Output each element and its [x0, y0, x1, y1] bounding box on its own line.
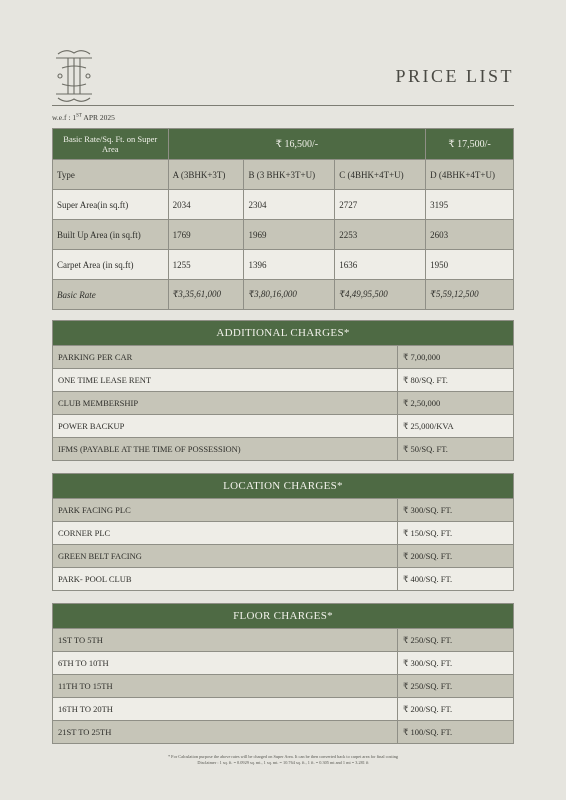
table-row	[53, 522, 514, 545]
effective-date-suffix: ST	[76, 113, 82, 119]
effective-date-prefix: w.e.f : 1	[52, 113, 77, 122]
charge-value: ₹ 100/SQ. FT.	[398, 721, 514, 744]
brand-logo-icon	[52, 46, 96, 106]
table-row	[53, 392, 514, 415]
cell-c: ₹4,49,95,500	[335, 280, 426, 310]
cell-a: 2034	[168, 190, 244, 220]
charge-label: CORNER PLC	[53, 522, 398, 545]
cell-d: 1950	[426, 250, 514, 280]
row-label: Carpet Area (in sq.ft)	[53, 250, 169, 280]
charge-value: ₹ 200/SQ. FT.	[398, 698, 514, 721]
table-row	[53, 629, 514, 652]
cell-d: ₹5,59,12,500	[426, 280, 514, 310]
location-charges-table	[52, 473, 514, 591]
charge-label: 11TH TO 15TH	[53, 675, 398, 698]
cell-c: 2727	[335, 190, 426, 220]
row-label: Basic Rate	[53, 280, 169, 310]
cell-c: 2253	[335, 220, 426, 250]
row-label: Super Area(in sq.ft)	[53, 190, 169, 220]
table-row	[53, 499, 514, 522]
charge-label: PARKING PER CAR	[53, 346, 398, 369]
cell-a: 1255	[168, 250, 244, 280]
cell-b: 1969	[244, 220, 335, 250]
table-row	[53, 415, 514, 438]
charge-label: PARK- POOL CLUB	[53, 568, 398, 591]
cell-b: ₹3,80,16,000	[244, 280, 335, 310]
table-row	[53, 675, 514, 698]
table-row	[53, 250, 514, 280]
cell-type-a: A (3BHK+3T)	[168, 160, 244, 190]
table-row	[53, 652, 514, 675]
charge-label: IFMS (PAYABLE AT THE TIME OF POSSESSION)	[53, 438, 398, 461]
charge-label: POWER BACKUP	[53, 415, 398, 438]
floor-charges-table	[52, 603, 514, 744]
table-row	[53, 545, 514, 568]
cell-d: 2603	[426, 220, 514, 250]
charge-label: ONE TIME LEASE RENT	[53, 369, 398, 392]
charge-value: ₹ 250/SQ. FT.	[398, 629, 514, 652]
table-row	[53, 280, 514, 310]
effective-date-text: APR 2025	[81, 113, 115, 122]
charge-value: ₹ 25,000/KVA	[398, 415, 514, 438]
cell-type-b: B (3 BHK+3T+U)	[244, 160, 335, 190]
charge-value: ₹ 50/SQ. FT.	[398, 438, 514, 461]
table-row	[53, 369, 514, 392]
table-row	[53, 698, 514, 721]
table-row	[53, 438, 514, 461]
basic-rate-header: Basic Rate/Sq. Ft. on Super Area	[53, 129, 169, 160]
table-row	[53, 721, 514, 744]
charge-value: ₹ 200/SQ. FT.	[398, 545, 514, 568]
header-divider	[52, 105, 514, 106]
rate-group-1: ₹ 16,500/-	[168, 129, 426, 160]
page-title: PRICE LIST	[395, 66, 514, 86]
section-title: LOCATION CHARGES*	[53, 474, 514, 499]
charge-value: ₹ 300/SQ. FT.	[398, 499, 514, 522]
charge-value: ₹ 7,00,000	[398, 346, 514, 369]
table-row	[53, 160, 514, 190]
charge-value: ₹ 300/SQ. FT.	[398, 652, 514, 675]
section-title: FLOOR CHARGES*	[53, 604, 514, 629]
charge-value: ₹ 250/SQ. FT.	[398, 675, 514, 698]
price-table	[52, 128, 514, 310]
disclaimer-line-1: * For Calculation purpose the above rates will be charged on Super Area. It can be then converted back to carpet area for final costing	[167, 754, 399, 759]
cell-b: 1396	[244, 250, 335, 280]
cell-type-c: C (4BHK+4T+U)	[335, 160, 426, 190]
cell-d: 3195	[426, 190, 514, 220]
table-row	[53, 220, 514, 250]
effective-date	[52, 113, 115, 122]
charge-value: ₹ 80/SQ. FT.	[398, 369, 514, 392]
cell-a: 1769	[168, 220, 244, 250]
rate-group-2: ₹ 17,500/-	[426, 129, 514, 160]
row-label: Type	[53, 160, 169, 190]
charge-value: ₹ 150/SQ. FT.	[398, 522, 514, 545]
charge-label: 21ST TO 25TH	[53, 721, 398, 744]
disclaimer	[60, 754, 506, 766]
cell-type-d: D (4BHK+4T+U)	[426, 160, 514, 190]
table-row	[53, 568, 514, 591]
cell-a: ₹3,35,61,000	[168, 280, 244, 310]
table-row	[53, 190, 514, 220]
cell-b: 2304	[244, 190, 335, 220]
disclaimer-line-2: Disclaimer : 1 sq. ft. = 0.0929 sq. mt., 1 sq. mt. = 10.764 sq. ft., 1 ft. = 0.305 mt and 1 mt = 3.281 ft	[197, 760, 369, 765]
charge-label: 16TH TO 20TH	[53, 698, 398, 721]
row-label: Built Up Area (in sq.ft)	[53, 220, 169, 250]
charge-value: ₹ 2,50,000	[398, 392, 514, 415]
section-title: ADDITIONAL CHARGES*	[53, 321, 514, 346]
additional-charges-table	[52, 320, 514, 461]
charge-label: GREEN BELT FACING	[53, 545, 398, 568]
charge-label: 1ST TO 5TH	[53, 629, 398, 652]
charge-value: ₹ 400/SQ. FT.	[398, 568, 514, 591]
charge-label: CLUB MEMBERSHIP	[53, 392, 398, 415]
charge-label: 6TH TO 10TH	[53, 652, 398, 675]
charge-label: PARK FACING PLC	[53, 499, 398, 522]
table-row	[53, 346, 514, 369]
cell-c: 1636	[335, 250, 426, 280]
